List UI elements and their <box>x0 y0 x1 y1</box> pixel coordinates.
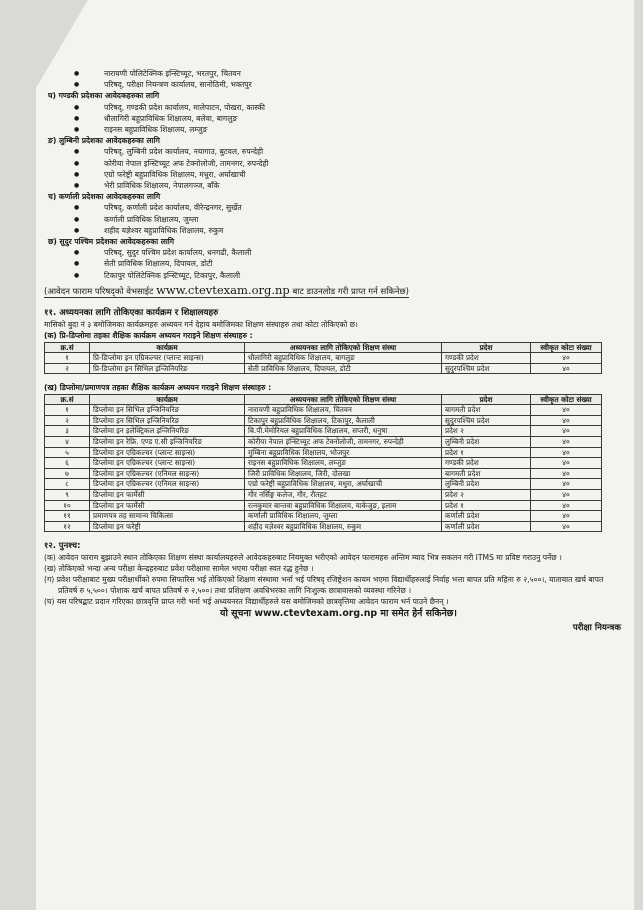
cell-province: कर्णाली प्रदेश <box>442 521 531 532</box>
section-12-title: १२. पुनश्च: <box>44 540 81 551</box>
note-item: (ख) तोकिएको भन्दा अन्य परीक्षा केन्द्रहरुबाट प्रवेश परीक्षामा सामेल भएमा परीक्षा स्वत रद्ध हुनेछ । <box>44 563 314 573</box>
table-row <box>45 511 602 522</box>
cell-quota: ४० <box>531 447 602 458</box>
cell-institution: टिकापुर बहुप्राविधिक शिक्षालय, टिकापुर, कैलाली <box>245 415 442 426</box>
cell-sn: ५ <box>45 447 90 458</box>
table-row <box>45 415 602 426</box>
pre-diploma-table <box>44 342 602 375</box>
cell-sn: १२ <box>45 521 90 532</box>
cell-quota: ४० <box>531 415 602 426</box>
cell-institution: कर्णाली प्राविधिक शिक्षालय, जुम्ला <box>245 511 442 522</box>
cell-province: लुम्बिनी प्रदेश <box>442 437 531 448</box>
cell-program: डिप्लोमा इन सिभिल इन्जिनियरिङ <box>90 405 245 416</box>
table-row <box>45 363 602 374</box>
cell-quota: ४० <box>531 363 602 374</box>
section-11-title: ११. अध्ययनका लागि तोकिएका कार्यक्रम र शिक्षालयहरु <box>44 308 219 319</box>
province-heading: घ) गण्डकी प्रदेशका आवेदकहरुका लागि <box>48 91 160 101</box>
province-heading: छ) सुदुर पश्चिम प्रदेशका आवेदकहरुका लागि <box>48 237 175 247</box>
cell-program: डिप्लोमा इन एग्रिकल्चर (एनिमल साइन्स) <box>90 468 245 479</box>
center-item: ● राइनस बहुप्राविधिक शिक्षालय, लम्जुङ <box>74 124 621 135</box>
cell-sn: ९ <box>45 490 90 501</box>
center-item: ● टिकापुर पोलिटेक्निक इन्स्टिच्यूट, टिकापुर, कैलाली <box>74 270 621 281</box>
cell-quota: ४० <box>531 405 602 416</box>
cell-province: प्रदेश २ <box>442 490 531 501</box>
cell-institution: धौलागिरी बहुप्राविधिक शिक्षालय, बागलुङ <box>245 353 442 364</box>
col-province: प्रदेश <box>442 394 531 405</box>
cell-institution: एग्रो फरेष्ट्री बहुप्राविधिक शिक्षालय, मधुरा, अर्घाखाची <box>245 479 442 490</box>
center-item: ● धौलागिरी बहुप्राविधिक शिक्षालय, बलेवा, बागलुङ <box>74 113 621 124</box>
center-item: ● परिषद्, परीक्षा नियन्त्रण कार्यालय, सानोठिमी, भक्तपुर <box>74 79 621 90</box>
col-institution: अध्ययनका लागि तोकिएको शिक्षण संस्था <box>245 342 442 353</box>
cell-sn: ४ <box>45 437 90 448</box>
table-a-title: (क) प्रि-डिप्लोमा तहका शैक्षिक कार्यक्रम अध्ययन गराइने शिक्षण संस्थाहरु : <box>44 331 253 341</box>
cell-program: डिप्लोमा इन एग्रिकल्चर (प्लान्ट साइन्स) <box>90 458 245 469</box>
cell-province: लुम्बिनी प्रदेश <box>442 479 531 490</box>
cell-province: कर्णाली प्रदेश <box>442 511 531 522</box>
cell-sn: ११ <box>45 511 90 522</box>
table-row <box>45 405 602 416</box>
cell-institution: बि.पी.मेमोरियल बहुप्राविधिक शिक्षालय, सप्तरी, धनुषा <box>245 426 442 437</box>
cell-quota: ४० <box>531 511 602 522</box>
note-item: (ग) प्रवेश परीक्षाबाट मुख्य परीक्षार्थीको रुपमा सिफारिस भई तोकिएको शिक्षण संस्थामा भर्ना भई परिषद् रजिष्ट्रेशन कायम भएमा विद्यार्थीहरुलाई निर्वाह भत्ता बापत प्रति महिना रु २,५००।, यातायात खर्च बापत प्रतिवर्ष रु ५,५००। पोशाक खर्च बापत प्रतिवर्ष रु २,५००। तथा प्रशिक्षण अवधिभरका लागि निःशुल्क छात्रावासको व्यवस्था गरिनेछ । <box>44 574 604 596</box>
center-item: ● शहीद यज्ञेश्वर बहुप्राविधिक शिक्षालय, रुकुम <box>74 225 621 236</box>
cell-sn: ३ <box>45 426 90 437</box>
cell-quota: ४० <box>531 437 602 448</box>
cell-province: प्रदेश १ <box>442 447 531 458</box>
website-link[interactable]: www.ctevtexam.org.np <box>156 282 290 297</box>
center-item: ● परिषद्, कर्णाली प्रदेश कार्यालय, वीरेन्द्रनगर, सुर्खेत <box>74 202 621 213</box>
cell-quota: ४० <box>531 521 602 532</box>
col-province: प्रदेश <box>442 342 531 353</box>
section-12-notes <box>44 552 621 608</box>
cell-program: डिप्लोमा इन एग्रिकल्चर (प्लान्ट साइन्स) <box>90 447 245 458</box>
cell-institution: कोरीया नेपाल इन्स्टिच्यूट अफ टेक्नोलोजी, तामनगर, रुपन्देही <box>245 437 442 448</box>
center-item: ● परिषद्, सुदुर पश्चिम प्रदेश कार्यालय, धनगढी, कैलाली <box>74 247 621 258</box>
cell-institution: शहीद यज्ञेश्वर बहुप्राविधिक शिक्षालय, रुकुम <box>245 521 442 532</box>
cell-program: डिप्लोमा इन फार्मेसी <box>90 500 245 511</box>
cell-sn: २ <box>45 363 90 374</box>
cell-province: सुदुरपश्चिम प्रदेश <box>442 363 531 374</box>
col-program: कार्यक्रम <box>90 394 245 405</box>
cell-province: बागमती प्रदेश <box>442 468 531 479</box>
cell-quota: ४० <box>531 353 602 364</box>
cell-program: प्रि-डिप्लोमा इन एग्रिकल्चर (प्लान्ट साइन्स) <box>90 353 245 364</box>
cell-quota: ४० <box>531 468 602 479</box>
form-download-note: (आवेदन फाराम परिषद्को वेभसाईट www.ctevtexam.org.np बाट डाउनलोड गरी प्राप्त गर्न सकिनेछ) <box>44 282 409 297</box>
center-item: ● परिषद्, लुम्बिनी प्रदेश कार्यालय, नयागाउ, बुटवल, रुपन्देही <box>74 146 621 157</box>
section-11-intro: मासिको बुदा नं ३ बमोजिमका कार्यक्रमहरु अध्ययन गर्न देहाय बमोजिमका शिक्षण संस्थाहरु तथा कोटा तोकिएको छ। <box>44 320 358 330</box>
cell-sn: १० <box>45 500 90 511</box>
cell-sn: १ <box>45 353 90 364</box>
col-sn: क्र.सं <box>45 394 90 405</box>
cell-quota: ४० <box>531 479 602 490</box>
cell-program: डिप्लोमा इन सिभिल इन्जिनियरिङ <box>90 415 245 426</box>
website-notice: यो सूचना www.ctevtexam.org.np मा समेत हेर्न सकिनेछ। <box>220 607 457 619</box>
signature: परीक्षा नियन्त्रक <box>572 622 621 633</box>
cell-province: बागमती प्रदेश <box>442 405 531 416</box>
cell-quota: ४० <box>531 500 602 511</box>
table-row <box>45 468 602 479</box>
center-item: ● कर्णाली प्राविधिक शिक्षालय, जुम्ला <box>74 214 621 225</box>
col-institution: अध्ययनका लागि तोकिएको शिक्षण संस्था <box>245 394 442 405</box>
table-row <box>45 521 602 532</box>
province-heading: ङ) लुम्बिनी प्रदेशका आवेदकहरुका लागि <box>48 136 160 146</box>
cell-program: प्रि-डिप्लोमा इन सिभिल इन्जिनियरिङ <box>90 363 245 374</box>
cell-institution: गौर नर्सिङ्ग कलेज, गौर, रौतहट <box>245 490 442 501</box>
cell-institution: सेती प्राविधिक शिक्षालय, दिपायल, डोटी <box>245 363 442 374</box>
province-heading: च) कर्णाली प्रदेशका आवेदकहरुका लागि <box>48 192 161 202</box>
cell-quota: ४० <box>531 490 602 501</box>
cell-institution: मुम्बिना बहुप्राविधिक शिक्षालय, भोजपुर <box>245 447 442 458</box>
cell-quota: ४० <box>531 426 602 437</box>
cell-sn: १ <box>45 405 90 416</box>
cell-sn: ८ <box>45 479 90 490</box>
table-row <box>45 490 602 501</box>
notice-content <box>44 68 621 634</box>
col-program: कार्यक्रम <box>90 342 245 353</box>
table-b-title: (ख) डिप्लोमा/प्रमाणपत्र तहका शैक्षिक कार्यक्रम अध्ययन गराइने शिक्षण संस्थाहरु : <box>44 383 272 393</box>
center-item: ● परिषद्, गण्डकी प्रदेश कार्यालय, मालेपाटन, पोखरा, कास्की <box>74 102 621 113</box>
col-quota: स्वीकृत कोटा संख्या <box>531 394 602 405</box>
cell-quota: ४० <box>531 458 602 469</box>
cell-program: डिप्लोमा इन रेफ्रि. एण्ड ए.सी इन्जिनियरिङ <box>90 437 245 448</box>
center-item: ● भेरी प्राविधिक शिक्षालय, नेपालगञ्ज, बाँके <box>74 180 621 191</box>
table-row <box>45 500 602 511</box>
cell-province: गण्डकी प्रदेश <box>442 458 531 469</box>
cell-program: डिप्लोमा इन एग्रिकल्चर (एनिमल साइन्स) <box>90 479 245 490</box>
cell-province: प्रदेश २ <box>442 426 531 437</box>
cell-sn: २ <box>45 415 90 426</box>
cell-program: डिप्लोमा इन फरेष्ट्री <box>90 521 245 532</box>
cell-sn: ६ <box>45 458 90 469</box>
cell-institution: जिरी प्राविधिक शिक्षालय, जिरी, दोलखा <box>245 468 442 479</box>
cell-sn: ७ <box>45 468 90 479</box>
col-quota: स्वीकृत कोटा संख्या <box>531 342 602 353</box>
cell-program: डिप्लोमा इन फार्मेसी <box>90 490 245 501</box>
col-sn: क्र.सं <box>45 342 90 353</box>
cell-institution: राइनस बहुप्राविधिक शिक्षालय, लम्जुङ <box>245 458 442 469</box>
center-item: ● सेती प्राविधिक शिक्षालय, दिपायल, डोटी <box>74 258 621 269</box>
note-item: (घ) यस परिषद्बाट प्रदान गरिएका छात्रवृत्ति प्राप्त गरी भर्ना भई अध्ययनरत विद्यार्थीहरुले यस बमोजिमको छात्रवृत्तिमा आवेदन फाराम भर्न पाउने छैनन् । <box>44 597 449 607</box>
table-row <box>45 447 602 458</box>
note-item: (क) आवेदन फाराम बुझाउने स्थान तोकिएका शिक्षण संस्था कार्यालयहरुले आवेदकहरुबाट नियमुक्त भरीएको आवेदन फारामहरु अन्तिम म्याद भित्र सकलन गरी ITMS मा प्रविष्ट गराउनु पर्नेछ । <box>44 552 562 562</box>
table-row <box>45 479 602 490</box>
table-row <box>45 426 602 437</box>
diploma-table <box>44 394 602 533</box>
cell-province: प्रदेश १ <box>442 500 531 511</box>
center-item: ● कोरीया नेपाल इन्स्टिच्यूट अफ टेक्नोलोजी, तामनगर, रुपन्देही <box>74 158 621 169</box>
table-row <box>45 437 602 448</box>
cell-institution: नारायणी बहुप्राविधिक शिक्षालय, चितवन <box>245 405 442 416</box>
cell-province: गण्डकी प्रदेश <box>442 353 531 364</box>
center-item: ● एग्रो फरेष्ट्री बहुप्राविधिक शिक्षालय, मधुरा, अर्घाखाची <box>74 169 621 180</box>
cell-program: प्रमाणपत्र तह सामान्य चिकित्सा <box>90 511 245 522</box>
cell-program: डिप्लोमा इन इलेक्ट्रिकल इन्जिनियरिङ <box>90 426 245 437</box>
cell-institution: रत्नकुमार बान्तवा बहुप्राविधिक शिक्षालय, याकेजुङ, इलाम <box>245 500 442 511</box>
table-row <box>45 458 602 469</box>
cell-province: सुदुरपश्चिम प्रदेश <box>442 415 531 426</box>
province-application-centers <box>48 68 621 281</box>
table-row <box>45 353 602 364</box>
center-item: ● नारायणी पोलिटेक्निक इन्स्टिच्यूट, भरतपुर, चितवन <box>74 68 621 79</box>
